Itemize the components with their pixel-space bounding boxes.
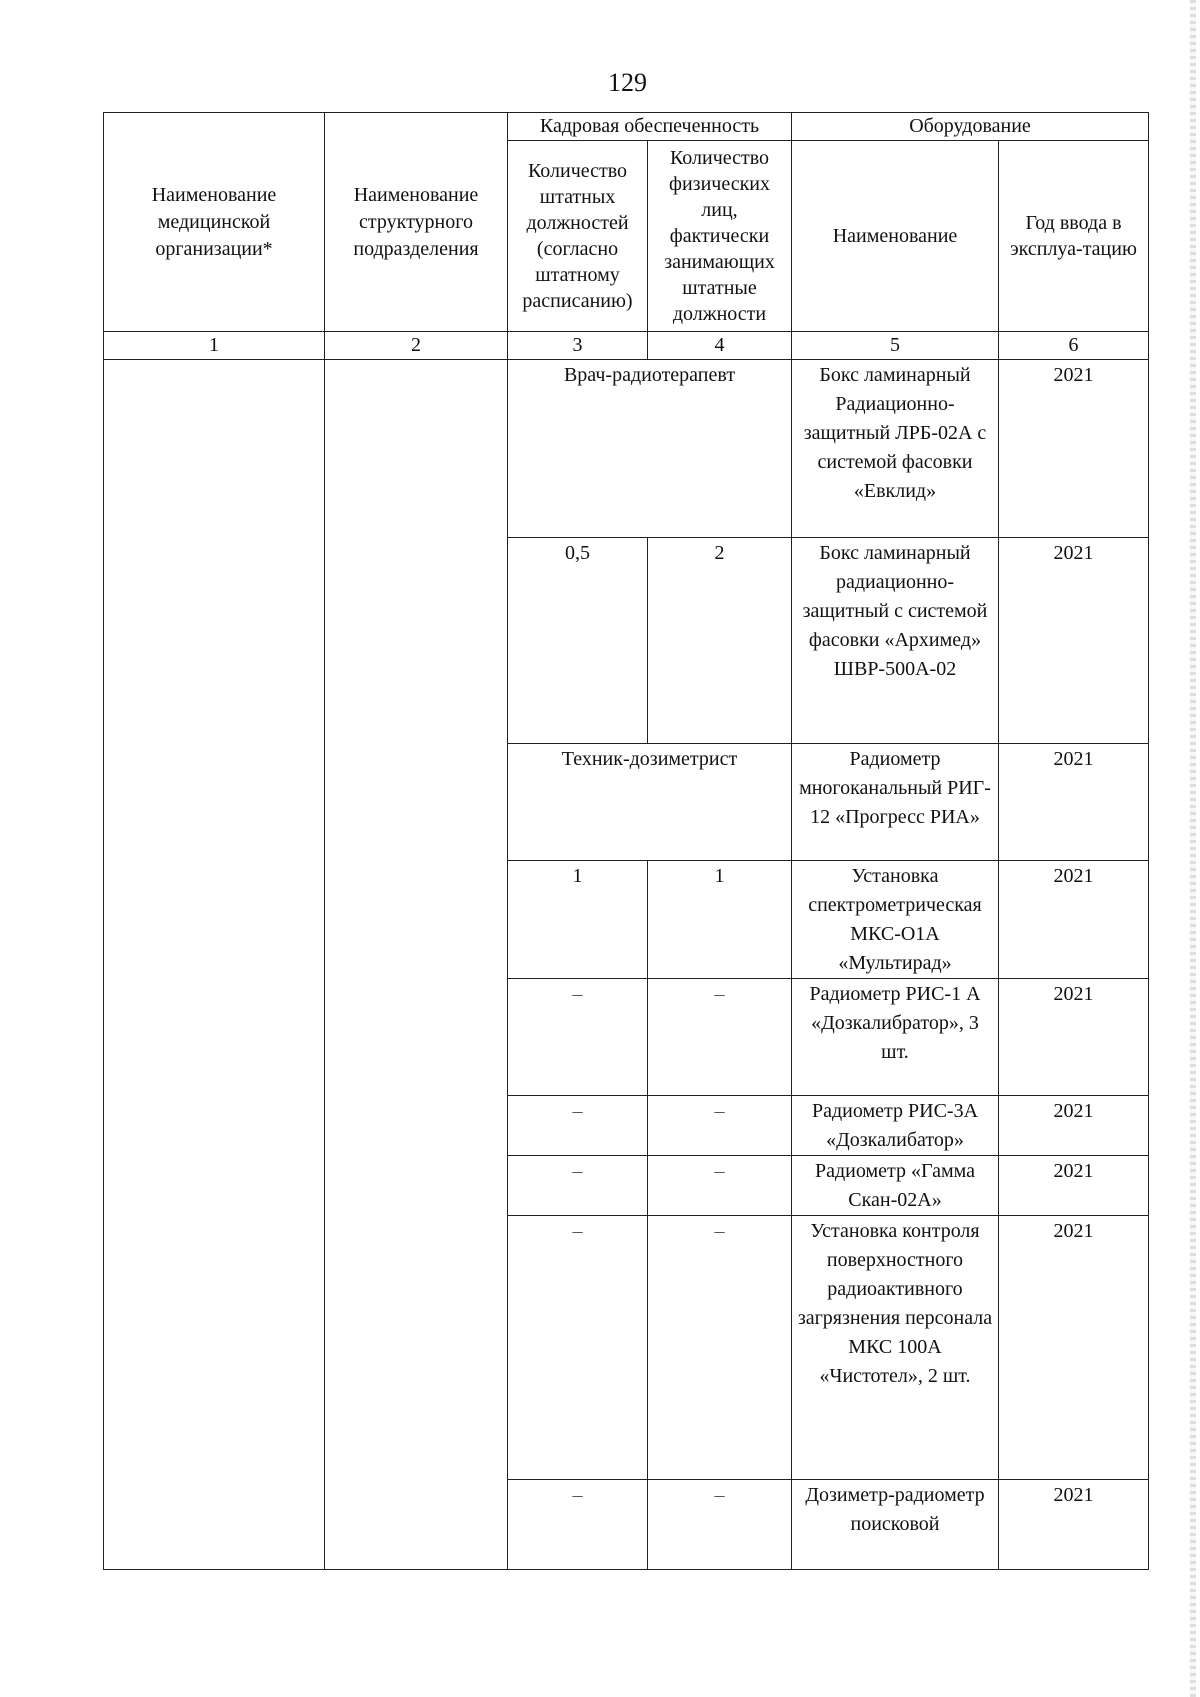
- structural-unit-cell: [325, 360, 508, 1570]
- scan-edge-artifact: [1190, 0, 1196, 1697]
- column-number: 5: [792, 332, 999, 360]
- commission-year: 2021: [999, 861, 1149, 979]
- equipment-name: Радиометр РИС-1 А «Дозкалибратор», 3 шт.: [792, 979, 999, 1096]
- equipment-name: Бокс ламинарный Радиационно-защитный ЛРБ-02А с системой фасовки «Евклид»: [792, 360, 999, 538]
- staff-count: –: [508, 1216, 648, 1480]
- equipment-name: Установка контроля поверхностного радиоактивного загрязнения персонала МКС 100А «Чистотел», 2 шт.: [792, 1216, 999, 1480]
- header-commission-year: Год ввода в эксплуа-тацию: [999, 141, 1149, 332]
- table-row: [104, 360, 1149, 538]
- persons-count: –: [648, 1216, 792, 1480]
- equipment-name: Радиометр РИС-3А «Дозкалибатор»: [792, 1096, 999, 1156]
- equipment-name: Радиометр «Гамма Скан-02А»: [792, 1156, 999, 1216]
- persons-count: –: [648, 1096, 792, 1156]
- position-title: Врач-радиотерапевт: [508, 360, 792, 538]
- commission-year: 2021: [999, 1156, 1149, 1216]
- commission-year: 2021: [999, 1096, 1149, 1156]
- commission-year: 2021: [999, 1216, 1149, 1480]
- header-group-row: [104, 113, 1149, 141]
- header-staff-group: Кадровая обеспеченность: [508, 113, 792, 141]
- equipment-name: Дозиметр-радиометр поисковой: [792, 1480, 999, 1570]
- column-numbers-row: [104, 332, 1149, 360]
- column-number: 1: [104, 332, 325, 360]
- equipment-staff-table: [103, 112, 1149, 1570]
- medical-organization-cell: [104, 360, 325, 1570]
- persons-count: 1: [648, 861, 792, 979]
- header-staff-positions: Количество штатных должностей (согласно штатному расписанию): [508, 141, 648, 332]
- persons-count: 2: [648, 538, 792, 744]
- equipment-name: Радиометр многоканальный РИГ- 12 «Прогресс РИА»: [792, 744, 999, 861]
- page-number: 129: [608, 68, 647, 97]
- header-structural-unit: Наименование структурного подразделения: [325, 113, 508, 332]
- column-number: 2: [325, 332, 508, 360]
- position-title: Техник-дозиметрист: [508, 744, 792, 861]
- staff-count: 1: [508, 861, 648, 979]
- commission-year: 2021: [999, 360, 1149, 538]
- commission-year: 2021: [999, 1480, 1149, 1570]
- equipment-name: Установка спектрометрическая МКС-О1А «Мультирад»: [792, 861, 999, 979]
- staff-count: –: [508, 1096, 648, 1156]
- staff-count: 0,5: [508, 538, 648, 744]
- column-number: 3: [508, 332, 648, 360]
- persons-count: –: [648, 1480, 792, 1570]
- staff-count: –: [508, 979, 648, 1096]
- staff-count: –: [508, 1480, 648, 1570]
- persons-count: –: [648, 1156, 792, 1216]
- column-number: 6: [999, 332, 1149, 360]
- header-equipment-group: Оборудование: [792, 113, 1149, 141]
- column-number: 4: [648, 332, 792, 360]
- header-physical-persons: Количество физических лиц, фактически занимающих штатные должности: [648, 141, 792, 332]
- persons-count: –: [648, 979, 792, 1096]
- header-equipment-name: Наименование: [792, 141, 999, 332]
- equipment-name: Бокс ламинарный радиационно-защитный с системой фасовки «Архимед» ШВР-500А-02: [792, 538, 999, 744]
- staff-count: –: [508, 1156, 648, 1216]
- commission-year: 2021: [999, 538, 1149, 744]
- commission-year: 2021: [999, 744, 1149, 861]
- header-medical-organization: Наименование медицинской организации*: [104, 113, 325, 332]
- commission-year: 2021: [999, 979, 1149, 1096]
